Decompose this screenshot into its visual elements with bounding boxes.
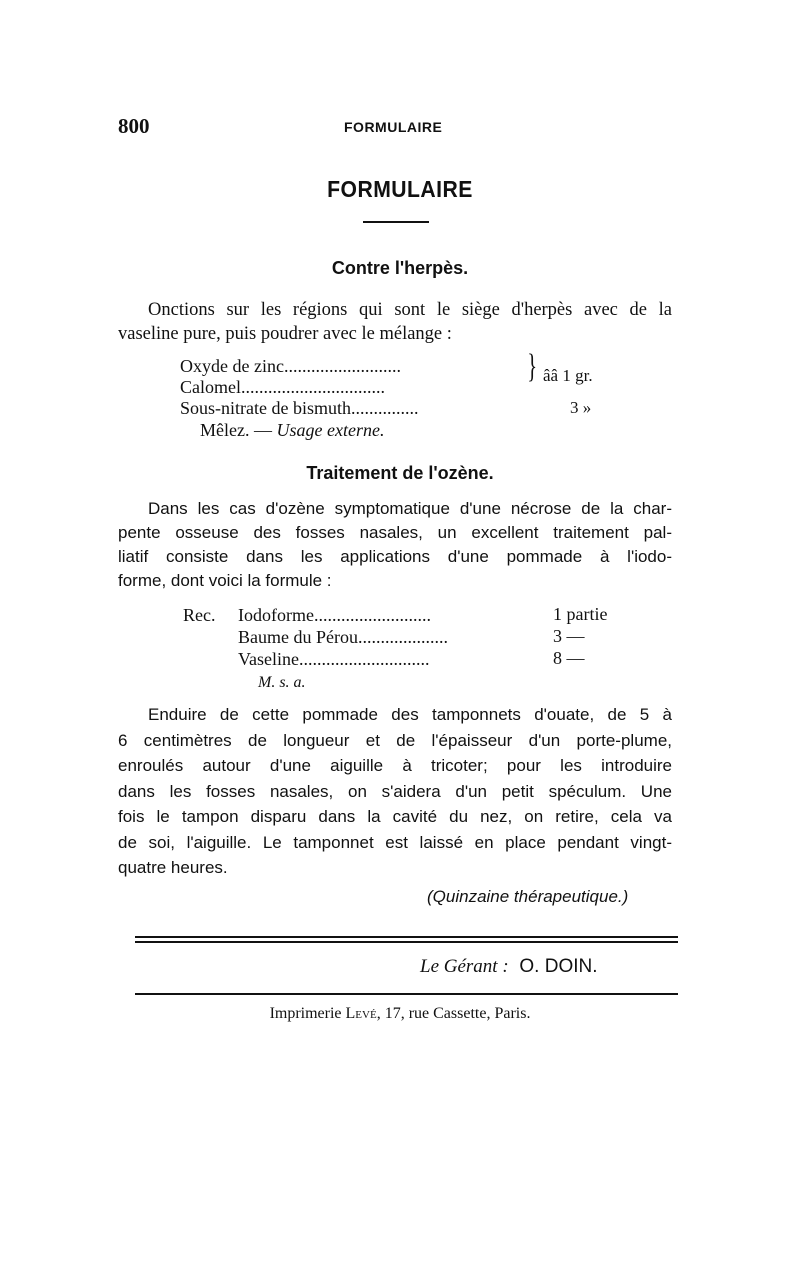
ozene-body-line: 6 centimètres de longueur et de l'épaisseur d'un porte-plume, xyxy=(118,730,672,750)
page-number: 800 xyxy=(118,114,150,138)
page-title: FORMULAIRE xyxy=(327,176,473,202)
usage-italic: Usage externe. xyxy=(276,420,385,440)
section-heading-ozene: Traitement de l'ozène. xyxy=(306,463,494,483)
imprint-name: Levé xyxy=(345,1005,377,1022)
ingredient-name: Vaseline............................. xyxy=(238,649,430,669)
msa-abbrev: M. s. a. xyxy=(258,674,306,691)
double-rule-bottom xyxy=(135,941,678,943)
gerant-name: O. DOIN. xyxy=(519,956,598,977)
ingredient-name: Sous-nitrate de bismuth............... xyxy=(180,398,419,418)
ozene-body-line: quatre heures. xyxy=(118,858,228,877)
ingredient-quantity: 3 » xyxy=(570,398,592,417)
ingredient-line xyxy=(238,648,429,670)
ozene-body-line: Enduire de cette pommade des tamponnets d'ouate, de 5 à xyxy=(148,705,672,724)
imprint-suffix: , 17, rue Cassette, Paris. xyxy=(376,1005,531,1022)
ozene-intro-line: pente osseuse des fosses nasales, un excellent traitement pal- xyxy=(118,523,672,542)
ingredient-quantity: ââ 1 gr. xyxy=(543,366,593,385)
ozene-body-line: de soi, l'aiguille. Le tamponnet est laissé en place pendant vingt- xyxy=(118,832,672,852)
ozene-body xyxy=(118,702,672,881)
ingredient-name: Calomel................................ xyxy=(180,377,385,397)
gerant-label: Le Gérant : xyxy=(420,956,509,977)
herpes-intro-line: vaseline pure, puis poudrer avec le mélange : xyxy=(118,324,452,344)
footer-rule xyxy=(135,993,678,995)
usage-note xyxy=(200,420,384,441)
ozene-body-line: enroulés autour d'une aiguille à tricoter; pour les introduire xyxy=(118,756,672,775)
imprint-line xyxy=(0,1005,800,1023)
ozene-intro-line: Dans les cas d'ozène symptomatique d'une nécrose de la char- xyxy=(148,499,672,518)
ingredient-line xyxy=(180,376,385,398)
ozene-intro-line: liatif consiste dans les applications d'une pommade à l'iodo- xyxy=(118,547,672,566)
section-heading-herpes: Contre l'herpès. xyxy=(331,258,469,278)
ozene-intro xyxy=(118,497,672,593)
double-rule-top xyxy=(135,936,678,938)
ingredient-quantity: 3 — xyxy=(553,626,585,646)
ingredient-quantity: 1 partie xyxy=(553,604,608,624)
gerant-line xyxy=(420,956,598,978)
ozene-body-line: fois le tampon disparu dans la cavité du nez, on retire, cela va xyxy=(118,807,672,826)
herpes-intro xyxy=(118,298,672,346)
ingredient-line xyxy=(238,626,448,648)
herpes-intro-line: Onctions sur les régions qui sont le siège d'herpès avec de la xyxy=(148,300,672,320)
usage-prefix: Mêlez. — xyxy=(200,420,277,440)
ingredient-line xyxy=(180,355,401,377)
ingredient-line xyxy=(238,604,431,626)
ingredient-name: Oxyde de zinc.......................... xyxy=(180,356,401,376)
ingredient-line xyxy=(180,397,418,419)
brace-mark: } xyxy=(527,348,538,385)
ingredient-name: Iodoforme.......................... xyxy=(238,605,431,625)
ingredient-name: Baume du Pérou.................... xyxy=(238,627,448,647)
running-head: FORMULAIRE xyxy=(344,119,443,135)
imprint-prefix: Imprimerie xyxy=(269,1005,346,1022)
source-citation: (Quinzaine thérapeutique.) xyxy=(427,887,629,906)
ingredient-quantity: 8 — xyxy=(553,648,585,668)
ozene-intro-line: forme, dont voici la formule : xyxy=(118,571,332,590)
rec-label: Rec. xyxy=(183,605,216,625)
title-rule xyxy=(363,221,429,223)
ozene-body-line: dans les fosses nasales, on s'aidera d'un petit spéculum. Une xyxy=(118,781,672,801)
